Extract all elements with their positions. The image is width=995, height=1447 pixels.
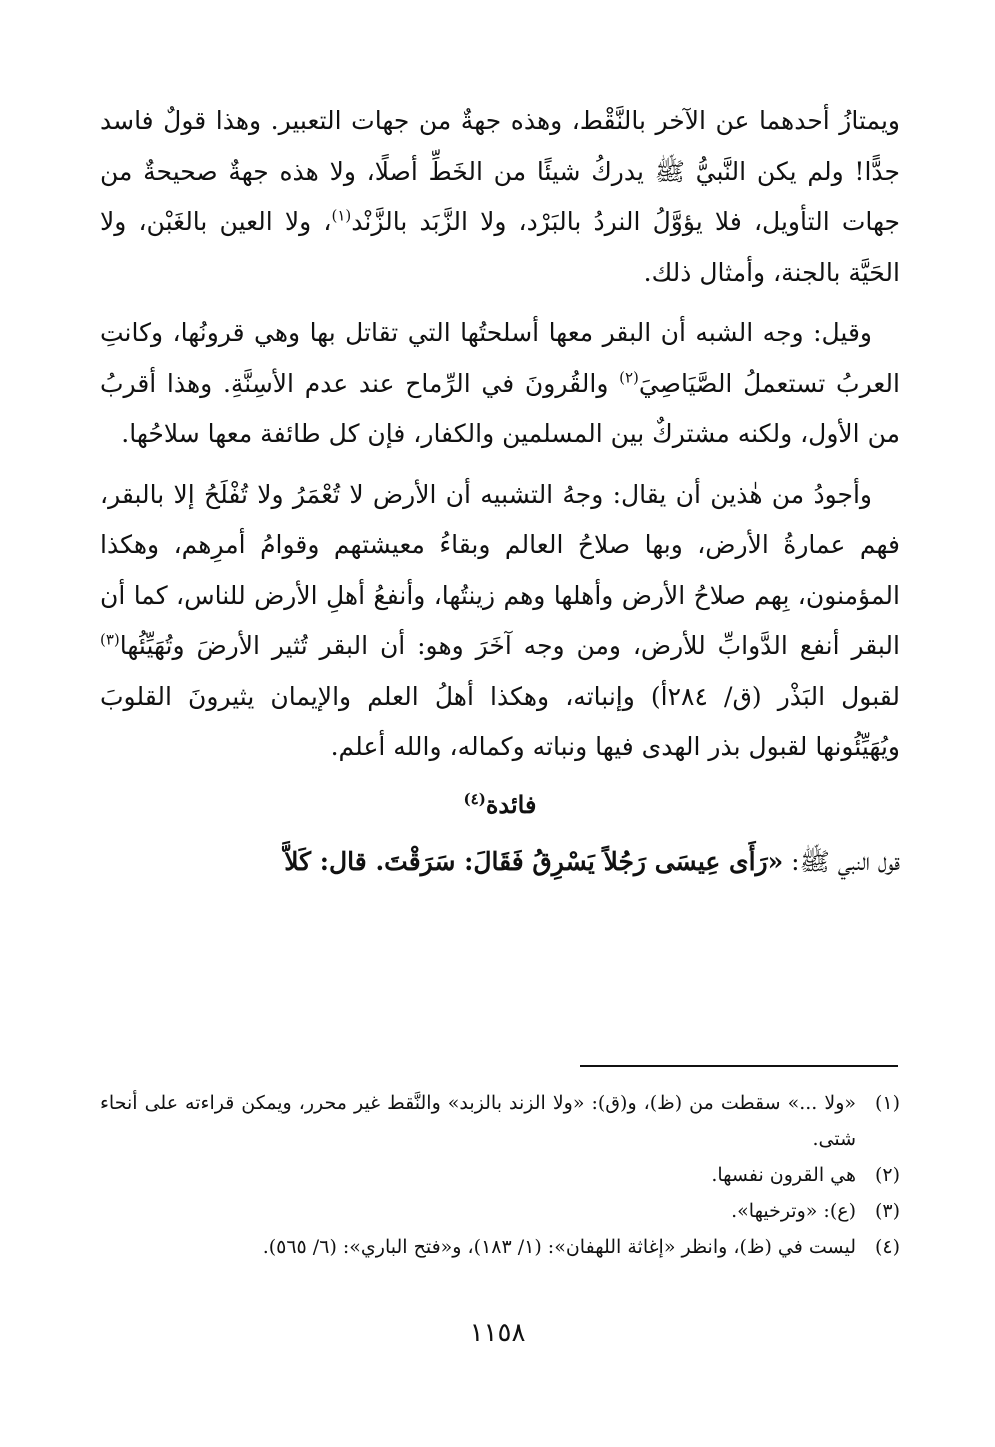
footnote-2-number: (٢) <box>874 1164 900 1186</box>
paragraph-2 <box>100 308 900 460</box>
footnote-1 <box>100 1085 900 1157</box>
footnote-2 <box>100 1157 900 1193</box>
footnote-3-text: (ع): «وترخيها». <box>731 1200 856 1222</box>
footnote-1-number: (١) <box>874 1092 900 1114</box>
hadith-line <box>100 837 900 888</box>
hadith-prefix: قول النبي ﷺ: <box>783 846 900 876</box>
footnote-4 <box>100 1229 900 1265</box>
footnote-1-text: «ولا ...» سقطت من (ظ)، و(ق): «ولا الزند بالزبد» والنَّقط غير محرر، ويمكن قراءته على أنحاء شتى. <box>100 1092 856 1150</box>
footnote-2-text: هي القرون نفسها. <box>711 1164 856 1186</box>
paragraph-2-text-start: وقيل: وجه الشبه أن البقر معها أسلحتُها التي تقاتل بها وهي قرونُها، وكانتِ العربُ تستعملُ الصَّيَاصِيَ <box>100 318 900 398</box>
paragraph-3-text-start: وأجودُ من هٰذين أن يقال: وجهُ التشبيه أن الأرض لا تُعْمَرُ ولا تُفْلَحُ إلا بالبقر، فهم عمارةُ الأرض، وبها صلاحُ العالم وبقاءُ معيشتهم وقوامُ أمرِهم، وهكذا المؤمنون، بِهم صلاحُ الأرض وأهلها وهم زينتُها، وأنفعُ أهلِ الأرض للناس، كما أن البقر أنفع الدَّوابِّ للأرض، ومن وجه آخَرَ وهو: أن البقر تُثير الأرضَ وتُهَيِّئُها <box>100 479 900 660</box>
main-text <box>100 96 900 897</box>
footnote-ref-2: (٢) <box>619 368 639 387</box>
footnote-divider <box>580 1065 898 1067</box>
footnotes <box>100 1085 900 1265</box>
footnote-ref-1: (١) <box>331 206 352 225</box>
paragraph-1 <box>100 96 900 298</box>
paragraph-1-text: ويمتازُ أحدهما عن الآخر بالنَّقْط، وهذه جهةٌ من جهات التعبير. وهذا قولٌ فاسد جدًّا! ولم يكن النَّبيُّ ﷺ يدركُ شيئًا من الخَطِّ أصلًا، ولا هذه جهةٌ صحيحةٌ من جهات التأويل، فلا يؤوَّلُ النردُ بالبَرْد، ولا الزَّبَد بالزَّنْد <box>100 106 900 236</box>
section-heading-text: فائدة <box>485 789 537 819</box>
hadith-quote: «رَأَى عِيسَى رَجُلاً يَسْرِقُ فَقَالَ: سَرَقْتَ. قال: كَلاَّ <box>284 846 784 876</box>
footnote-ref-4: (٤) <box>463 789 486 808</box>
paragraph-3 <box>100 470 900 773</box>
footnote-4-text: ليست في (ظ)، وانظر «إغاثة اللهفان»: (١/ ١٨٣)، و«فتح الباري»: (٦/ ٥٦٥). <box>262 1236 856 1258</box>
paragraph-3-text-end: لقبول البَذْر (ق/ ٢٨٤أ) وإنباته، وهكذا أهلُ العلم والإيمان يثيرونَ القلوبَ ويُهَيِّئُونها لقبول بذر الهدى فيها ونباته وكماله، والله أعلم. <box>100 681 901 761</box>
footnote-4-number: (٤) <box>874 1236 900 1258</box>
page-number: ١١٥٨ <box>469 1318 526 1348</box>
footnote-3 <box>100 1193 900 1229</box>
footnote-3-number: (٣) <box>874 1200 900 1222</box>
paragraph-2-text-end: والقُرونَ في الرِّماح عند عدم الأسِنَّةِ. وهذا أقربُ من الأول، ولكنه مشتركٌ بين المسلمين والكفار، فإن كل طائفة معها سلاحُها. <box>100 368 900 448</box>
paragraph-1-text-end: ، ولا العين بالغَبْن، ولا الحَيَّة بالجنة، وأمثال ذلك. <box>100 207 900 287</box>
footnote-ref-3: (٣) <box>100 630 120 649</box>
section-heading <box>100 783 900 827</box>
